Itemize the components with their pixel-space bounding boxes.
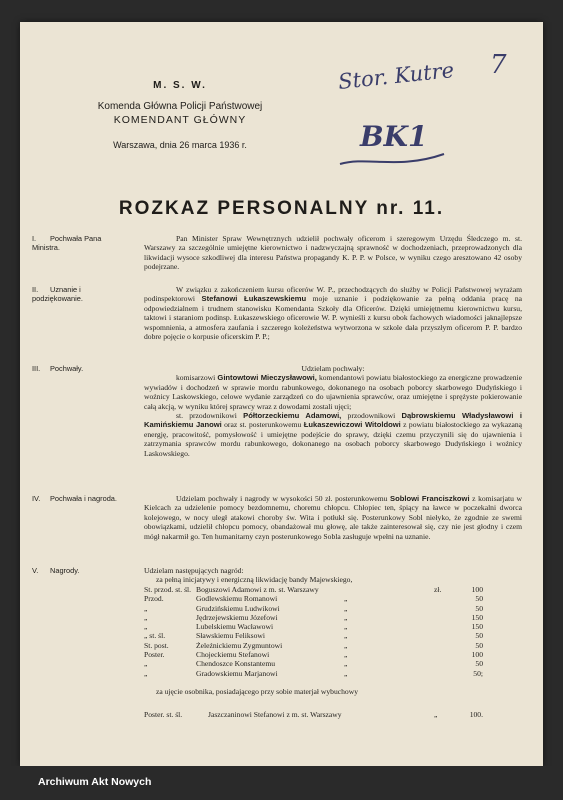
handwritten-page-mark: 7 xyxy=(490,50,507,80)
cell-ditto: „ xyxy=(344,612,348,622)
table-row xyxy=(144,613,514,622)
rewards-reason: za pełną inicjatywy i energiczną likwidację bandy Majewskiego, xyxy=(156,575,353,585)
letterhead xyxy=(80,80,280,150)
rewards-intro: Udzielam następujących nagród: xyxy=(144,566,244,575)
section-text: Pan Minister Spraw Wewnętrznych udzielił pochwały oficerom i szeregowym Urzędu Śledczego m. st. Warszawy za szczególnie umiejętne kierownictwo i nadzwyczajną sprawność w dochodzeniach, przeprowadzonych dla likwidacji wysoce szkodliwej dla interesu Państwa propagandy K. P. P. w Polsce, w wyniku czego aresztowano 42 osoby podejrzane. xyxy=(144,234,522,272)
cell-amt: 50 xyxy=(475,640,483,650)
cell-rank: Poster. xyxy=(144,650,165,660)
rewards-note-line: za ujęcie osobnika, posiadającego przy sobie materjał wybuchowy xyxy=(156,687,359,696)
section-text: Udzielam pochwały i nagrody w wysokości 50 zł. posterunkowemu Soblowi Franciszkowi z komisarjatu w Kielcach za udzielenie pomocy bezdomnemu, choremu chłopcu. Chłopiec ten, śpiący na ławce w poczekalni dworca kolejowego, w nocy uległ atakowi choroby św. Wita i potłukł się. Posterunkowy Sobl niełyko, że zgodnie ze swemi obowiązkami, udzielił chłopcu pomocy, obandażował mu głowę, ale także zainteresował się, czy nie jest głodny i czem mógł nakarmił go. Ten humanitarny czyn posterunkowego Sobla zasługuje wpełni na uznanie. xyxy=(144,494,522,541)
table-row xyxy=(144,641,514,650)
archive-footer xyxy=(0,766,563,800)
cell-rank: St. post. xyxy=(144,640,169,650)
cell-name: Żeleźnickiemu Zygmuntowi xyxy=(196,640,283,650)
cell-rank: „ xyxy=(144,622,148,632)
cell-rank: „ xyxy=(144,668,148,678)
cell-rank: „ st. śl. xyxy=(144,631,166,641)
cell-name: Sławskiemu Feliksowi xyxy=(196,631,265,641)
ministry-abbr: M. S. W. xyxy=(153,80,207,91)
document-title: ROZKAZ PERSONALNY nr. 11. xyxy=(118,198,445,219)
cell-name: Gradowskiemu Marjanowi xyxy=(196,668,278,678)
cell-ditto: „ xyxy=(344,650,348,660)
cell-ditto: „ xyxy=(344,603,348,613)
cell-name: Jędrzejewskiemu Józefowi xyxy=(196,612,278,622)
cell-rank: Przod. xyxy=(144,594,164,604)
cell-amt: 50 xyxy=(475,594,483,604)
table-row xyxy=(144,669,514,678)
section-label: IV. Pochwała i nagroda. xyxy=(32,494,117,503)
cell-name: Chojeckiemu Stefanowi xyxy=(196,650,270,660)
cell-rank: St. przod. st. śl. xyxy=(144,585,192,594)
cell-amt: 150 xyxy=(471,622,483,632)
cell-name: Lubelskiemu Wacławowi xyxy=(196,622,274,632)
cell-amt: 100 xyxy=(471,650,483,660)
cell-ditto: „ xyxy=(344,594,348,604)
section-paragraph: st. przodownikowi Półtorzeckiemu Adamowi, przodownikowi Dąbrowskiemu Władysławowi i Kamińskiemu Janowi oraz st. posterunkowemu Łukaszewiczowi Witoldowi z powiatu białostockiego za wykazaną energję, pracowitość, pomysłowość i umiejętne podejście do sprawy, dzięki czemu przyczynili się do ujawnienia i zatrzymania sprawców mordu rabunkowego, dokonanego na osobach poborcy skarbowego Dudyńskiego i woźnicy Laskowskiego. xyxy=(144,411,522,458)
handwritten-code: BK1 xyxy=(360,120,428,153)
cell-ditto: „ xyxy=(344,631,348,641)
handwritten-annotation: Stor. Kutre xyxy=(337,57,456,95)
table-row xyxy=(144,604,514,613)
table-row xyxy=(144,650,514,659)
cell-amt: 50 xyxy=(475,631,483,641)
rewards-table xyxy=(144,585,514,678)
cell-name: Chendoszce Konstantemu xyxy=(196,659,276,669)
table-row xyxy=(144,622,514,631)
table-row xyxy=(144,594,514,603)
cell-amt: 50; xyxy=(473,668,483,678)
archive-name: Archiwum Akt Nowych xyxy=(38,776,152,788)
section-label: V. Nagrody. xyxy=(32,566,80,575)
section-intro: Udzielam pochwały: xyxy=(301,364,365,373)
office-name: Komenda Główna Policji Państwowej xyxy=(97,101,263,112)
cell-rank: „ xyxy=(144,659,148,669)
cell-cur: zł. xyxy=(434,585,442,594)
section-label: III. Pochwały. xyxy=(32,364,84,373)
chief-title: KOMENDANT GŁÓWNY xyxy=(113,114,247,126)
cell-amt: 100 xyxy=(471,585,483,594)
table-row xyxy=(144,659,514,668)
section-paragraph: komisarzowi Gintowtowi Mieczysławowi, komendantowi powiatu białostockiego za energiczne prowadzenie wywiadów i dochodzeń w sprawie mordu rabunkowego, dokonanego na osobach poborcy skarbowego Dudyńskiego i woźnicy Laskowskiego, celowe wydanie zarządzeń co do ujawnienia sprawców, oraz umiejętne i sprężyste pokierowanie całą akcją, w wyniku której sprawcy wraz z dowodami zostali ujęci; xyxy=(144,373,523,411)
cell-ditto: „ xyxy=(344,640,348,650)
handwritten-underline xyxy=(338,150,448,172)
section-label: I. Pochwała Pana Ministra. xyxy=(32,234,102,252)
cell-amt: 50 xyxy=(475,603,483,613)
cell-ditto: „ xyxy=(344,668,348,678)
cell-rank: „ xyxy=(144,603,148,613)
cell-ditto: „ xyxy=(344,622,348,632)
cell-name: Godlewskiemu Romanowi xyxy=(196,594,278,604)
cell-name: Boguszowi Adamowi z m. st. Warszawy xyxy=(196,585,319,594)
section-label: II. Uznanie i podziękowanie. xyxy=(32,285,83,303)
section-text: W związku z zakończeniem kursu oficerów W. P., przechodzących do służby w Policji Państwowej wyrażam podinspektorowi Stefanowi Łukaszewskiemu moje uznanie i podziękowanie za pełną oddania pracę na odpowiedzialnem i trudnem stanowisku Komendanta Szkoły dla Oficerów. Dzięki umiejętnemu kierownictwu kursu, taktowi i staraniom podinsp. Łukaszewskiego oficerowie W. P. wynieśli z kursu obok fachowych wiadomości jaknajlepsze wspomnienia, a atmosfera zaufania i szczerego koleżeństwa wytworzona w szkole dała przyszłym oficerom P. P. bardzo dobre pojęcie o korpusie oficerskim P. P.; xyxy=(144,285,522,342)
date-line: Warszawa, dnia 26 marca 1936 r. xyxy=(113,140,247,150)
cell-rank: „ xyxy=(144,612,148,622)
table-row: Poster. st. śl. Jaszczaninowi Stefanowi z m. st. Warszawy „ 100. xyxy=(144,710,483,719)
table-row xyxy=(144,585,514,594)
cell-amt: 150 xyxy=(471,612,483,622)
table-row xyxy=(144,631,514,640)
document-page xyxy=(20,22,543,766)
cell-amt: 50 xyxy=(475,659,483,669)
cell-ditto: „ xyxy=(344,659,348,669)
rewards-last-row xyxy=(144,710,514,719)
cell-name: Grudzińskiemu Ludwikowi xyxy=(196,603,280,613)
